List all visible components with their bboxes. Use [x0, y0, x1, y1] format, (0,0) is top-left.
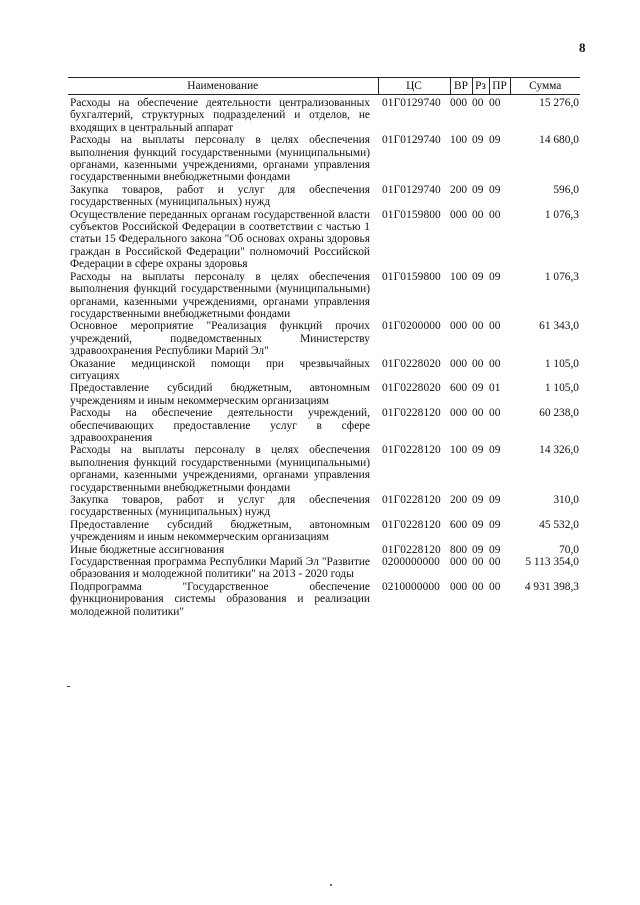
- cell-sum: 1 076,3: [544, 270, 579, 283]
- cell-vr: 100: [450, 134, 468, 147]
- cell-rz: 09: [472, 270, 484, 283]
- cell-rz: 00: [472, 208, 484, 221]
- footer-mark: [330, 884, 332, 886]
- cell-name: Расходы на обеспечение деятельности учреждений, обеспечивающих предоставление услуг в сфере здравоохранения: [70, 407, 370, 444]
- cell-name: Оказание медицинской помощи при чрезвычайных ситуациях: [70, 357, 370, 382]
- cell-cs: 01Г0228120: [382, 543, 441, 556]
- cell-sum: 14 326,0: [539, 444, 579, 457]
- cell-name: Расходы на выплаты персоналу в целях обеспечения выполнения функций государственными (муниципальными) органами, казенными учреждениями, органами управления государственными внебюджетными фондами: [70, 444, 370, 494]
- table-row: [68, 358, 580, 383]
- cell-sum: 70,0: [559, 543, 579, 556]
- table-row: [68, 271, 580, 321]
- cell-pr: 09: [489, 183, 501, 196]
- cell-cs: 01Г0129740: [382, 183, 441, 196]
- cell-rz: 09: [472, 518, 484, 531]
- cell-pr: 09: [489, 444, 501, 457]
- cell-sum: 5 113 354,0: [525, 556, 579, 569]
- cell-pr: 09: [489, 134, 501, 147]
- header-name: Наименование: [68, 78, 378, 95]
- cell-name: Закупка товаров, работ и услуг для обеспечения государственных (муниципальных) нужд: [70, 494, 370, 519]
- cell-cs: 01Г0228020: [382, 357, 441, 370]
- cell-cs: 0200000000: [382, 556, 440, 569]
- table-row: [68, 184, 580, 209]
- cell-sum: 60 238,0: [539, 407, 579, 420]
- header-sum: Сумма: [510, 78, 580, 95]
- table-row: [68, 382, 580, 407]
- cell-vr: 600: [450, 518, 468, 531]
- cell-name: Расходы на выплаты персоналу в целях обеспечения выполнения функций государственными (муниципальными) органами, казенными учреждениями, органами управления государственными внебюджетными фондами: [70, 134, 370, 184]
- header-vr: ВР: [450, 78, 472, 95]
- cell-vr: 000: [450, 357, 468, 370]
- cell-cs: 01Г0159800: [382, 270, 441, 283]
- cell-name: Основное мероприятие "Реализация функций прочих учреждений, подведомственных Министерству здравоохранения Республики Марий Эл": [70, 320, 370, 358]
- cell-vr: 000: [450, 580, 468, 593]
- cell-pr: 09: [489, 518, 501, 531]
- cell-rz: 09: [472, 183, 484, 196]
- cell-sum: 310,0: [553, 494, 579, 506]
- cell-pr: 00: [489, 97, 501, 109]
- cell-name: Предоставление субсидий бюджетным, автономным учреждениям и иным некоммерческим организациям: [70, 518, 370, 544]
- table-row: [68, 444, 580, 494]
- cell-cs: 01Г0228120: [382, 494, 441, 506]
- cell-pr: 00: [489, 407, 501, 420]
- table-row: [68, 134, 580, 184]
- cell-pr: 00: [489, 320, 501, 333]
- cell-sum: 1 076,3: [544, 208, 579, 221]
- cell-cs: 01Г0228020: [382, 382, 441, 395]
- cell-name: Иные бюджетные ассигнования: [70, 543, 225, 556]
- cell-rz: 09: [472, 382, 484, 395]
- cell-pr: 00: [489, 208, 501, 221]
- cell-pr: 09: [489, 494, 501, 506]
- cell-name: Государственная программа Республики Марий Эл "Развитие образования и молодежной политики" на 2013 - 2020 годы: [70, 556, 370, 581]
- cell-name: Осуществление переданных органам государственной власти субъектов Российской Федерации в соответствии с частью 1 статьи 15 Федерального закона "Об основах охраны здоровья граждан в Российской Федерации" полномочий Российской Федерации в сфере охраны здоровья: [70, 208, 370, 271]
- cell-cs: 01Г0129740: [382, 97, 441, 109]
- cell-pr: 00: [489, 580, 501, 593]
- cell-sum: 14 680,0: [539, 134, 579, 147]
- cell-cs: 01Г0159800: [382, 208, 441, 221]
- cell-rz: 00: [472, 407, 484, 420]
- cell-rz: 09: [472, 134, 484, 147]
- cell-pr: 09: [489, 270, 501, 283]
- table-row: [68, 519, 580, 544]
- cell-pr: 00: [489, 357, 501, 370]
- cell-vr: 000: [450, 407, 468, 420]
- cell-vr: 100: [450, 444, 468, 457]
- cell-rz: 00: [472, 320, 484, 333]
- cell-cs: 01Г0228120: [382, 444, 441, 457]
- cell-rz: 09: [472, 444, 484, 457]
- cell-rz: 09: [472, 543, 484, 556]
- header-pr: ПР: [489, 78, 510, 95]
- page-number: 8: [579, 40, 586, 55]
- table-row: [68, 581, 580, 618]
- cell-vr: 600: [450, 382, 468, 395]
- cell-cs: 0210000000: [382, 580, 440, 593]
- cell-vr: 200: [450, 494, 468, 506]
- cell-vr: 000: [450, 320, 468, 333]
- cell-sum: 15 276,0: [539, 97, 579, 109]
- cell-rz: 00: [472, 556, 484, 569]
- cell-cs: 01Г0129740: [382, 134, 441, 147]
- cell-vr: 800: [450, 543, 468, 556]
- cell-pr: 00: [489, 556, 501, 569]
- cell-vr: 000: [450, 97, 468, 109]
- cell-cs: 01Г0228120: [382, 518, 441, 531]
- cell-vr: 200: [450, 183, 468, 196]
- cell-cs: 01Г0200000: [382, 320, 441, 333]
- margin-mark: [67, 686, 70, 687]
- cell-sum: 1 105,0: [544, 382, 579, 395]
- table-row: [68, 544, 580, 556]
- cell-rz: 00: [472, 580, 484, 593]
- cell-vr: 100: [450, 270, 468, 283]
- table-row: [68, 407, 580, 444]
- table-row: [68, 556, 580, 581]
- cell-sum: 4 931 398,3: [524, 580, 579, 593]
- cell-sum: 1 105,0: [544, 357, 579, 370]
- cell-sum: 61 343,0: [539, 320, 579, 333]
- cell-pr: 09: [489, 543, 501, 556]
- table-row: [68, 320, 580, 357]
- cell-name: Расходы на обеспечение деятельности централизованных бухгалтерий, структурных подразделений и отделов, не входящих в центральный аппарат: [70, 97, 370, 134]
- cell-rz: 00: [472, 97, 484, 109]
- table-body: [68, 95, 580, 619]
- budget-table: [68, 77, 580, 618]
- cell-vr: 000: [450, 208, 468, 221]
- table-row: [68, 494, 580, 519]
- header-rz: Рз: [472, 78, 489, 95]
- header-cs: ЦС: [378, 78, 450, 95]
- cell-cs: 01Г0228120: [382, 407, 441, 420]
- cell-name: Закупка товаров, работ и услуг для обеспечения государственных (муниципальных) нужд: [70, 183, 370, 209]
- cell-rz: 00: [472, 357, 484, 370]
- cell-rz: 09: [472, 494, 484, 506]
- table-row: [68, 209, 580, 271]
- table-row: [68, 95, 580, 135]
- cell-pr: 01: [489, 382, 501, 395]
- cell-name: Предоставление субсидий бюджетным, автономным учреждениям и иным некоммерческим организациям: [70, 382, 370, 407]
- cell-sum: 45 532,0: [539, 518, 579, 531]
- cell-name: Подпрограмма "Государственное обеспечение функционирования системы образования и реализации молодежной политики": [70, 580, 370, 618]
- table-header-row: [68, 78, 580, 95]
- cell-sum: 596,0: [553, 183, 579, 196]
- cell-name: Расходы на выплаты персоналу в целях обеспечения выполнения функций государственными (муниципальными) органами, казенными учреждениями, органами управления государственными внебюджетными фондами: [70, 270, 370, 320]
- cell-vr: 000: [450, 556, 468, 569]
